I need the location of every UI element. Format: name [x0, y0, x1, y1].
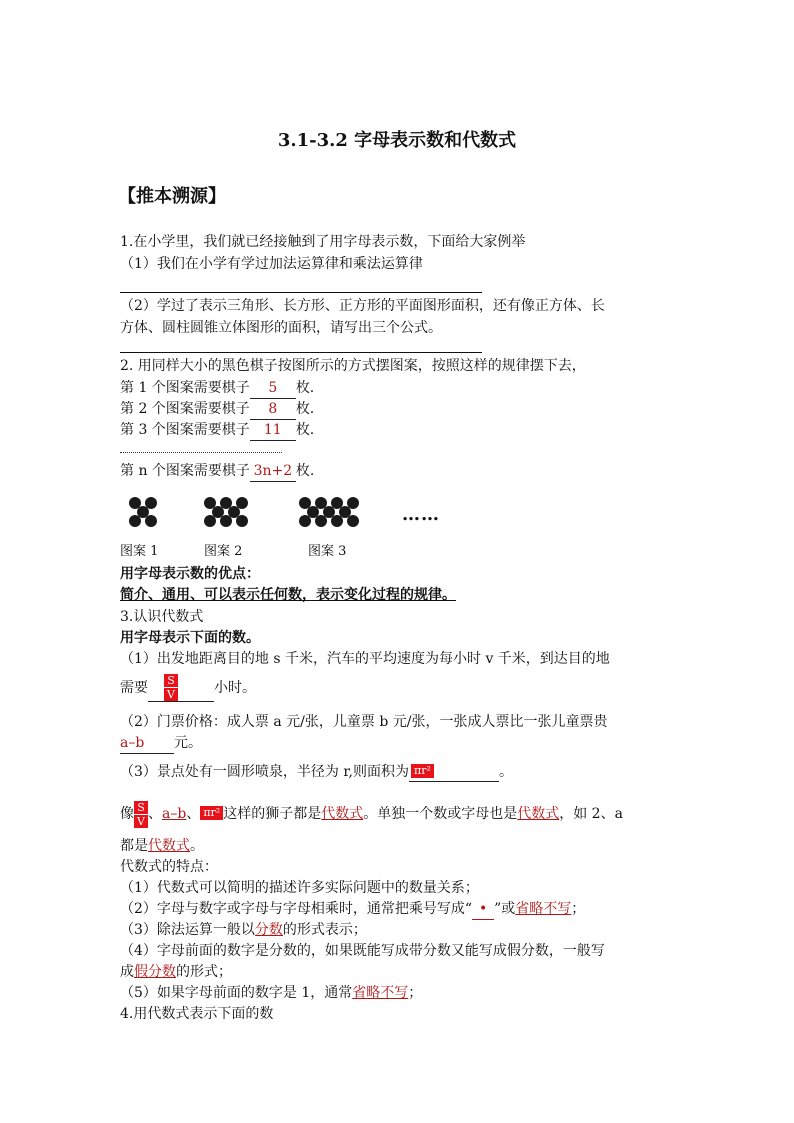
q3-p2a: （2）门票价格：成人票 a 元/张，儿童票 b 元/张，一张成人票比一张儿童票贵: [120, 714, 608, 730]
feature-4a: （4）字母前面的数字是分数的，如果既能写成带分数又能写成假分数，一般写: [120, 943, 605, 959]
row-prefix: 第 n 个图案需要棋子: [120, 463, 250, 479]
pi-r-squared: πr²: [200, 806, 223, 820]
answer-blank: a–b: [120, 733, 174, 754]
q4-heading: 4.用代数式表示下面的数: [120, 1006, 274, 1022]
dotted-divider: [120, 452, 282, 453]
row-suffix: 枚.: [295, 401, 315, 417]
pattern-ellipsis: ……: [402, 504, 440, 525]
row-suffix: 枚.: [295, 422, 315, 438]
page-title: 3.1-3.2 字母表示数和代数式: [277, 130, 517, 151]
q3-p1a: （1）出发地距离目的地 s 千米，汽车的平均速度为每小时 v 千米，到达目的地: [120, 651, 610, 667]
piece-dot: [315, 515, 327, 527]
q1-intro: 1.在小学里，我们就已经接触到了用字母表示数，下面给大家例举: [120, 234, 526, 250]
row-suffix: 枚.: [295, 380, 315, 396]
prefix: （3）景点处有一圆形喷泉，半径为 r,则面积为: [120, 764, 409, 780]
advantages-heading: 用字母表示数的优点：: [120, 566, 260, 582]
q3-like: 像 $\frac{S}{V}$、a–b、 πr² 这样的狮子都是代数式。单独一个数或字母也是代数式，如 2、a: [120, 800, 623, 828]
piece-dot: [220, 515, 232, 527]
caption-2: 图案 2: [204, 544, 243, 559]
answer-blank: [148, 674, 214, 702]
feature-1: （1）代数式可以简明的描述许多实际问题中的数量关系；: [120, 880, 479, 896]
piece-dot: [236, 515, 248, 527]
q3-heading: 3.认识代数式: [120, 609, 204, 625]
feature-5: （5）如果字母前面的数字是 1，通常省略不写；: [120, 985, 423, 1001]
q2-intro: 2. 用同样大小的黑色棋子按图所示的方式摆图案，按照这样的规律摆下去，: [120, 358, 586, 374]
q2-row-2: [120, 399, 314, 420]
piece-dot: [204, 515, 216, 527]
q2-row-1: [120, 378, 314, 399]
answer-blank: 5: [250, 378, 296, 399]
caption-1: 图案 1: [120, 544, 159, 559]
feature-2: （2）字母与数字或字母与字母相乘时，通常把乘号写成“ • ”或省略不写；: [120, 899, 585, 920]
q3-p1b: [120, 670, 256, 706]
answer-line-2: [120, 352, 482, 353]
q3-like2: 都是代数式。: [120, 838, 204, 854]
suffix: 小时。: [214, 680, 256, 696]
q3-p2b: [120, 733, 202, 754]
suffix: 。: [498, 764, 513, 780]
q2-row-3: [120, 420, 314, 441]
answer-blank: 3n+2: [250, 461, 296, 482]
piece-dot: [347, 515, 359, 527]
prefix: 需要: [120, 680, 148, 696]
feature-3: （3）除法运算一般以分数的形式表示；: [120, 922, 367, 938]
answer-blank: [409, 763, 499, 782]
q1-p1: （1）我们在小学有学过加法运算律和乘法运算律: [120, 256, 423, 272]
answer-blank: 11: [250, 420, 296, 441]
q1-p2b: 方体、圆柱圆锥立体图形的面积，请写出三个公式。: [120, 320, 442, 336]
answer-line-1: [120, 292, 482, 293]
q3-p3: [120, 762, 513, 782]
fraction-s-over-v: $\frac{S}{V}$: [164, 674, 178, 701]
piece-dot: [299, 515, 311, 527]
piece-dot: [331, 515, 343, 527]
piece-dot: [129, 515, 141, 527]
feature-4b: 成假分数的形式；: [120, 964, 232, 980]
row-prefix: 第 3 个图案需要棋子: [120, 422, 250, 438]
section-heading: 【推本溯源】: [118, 186, 226, 207]
q3-subheading: 用字母表示下面的数。: [120, 630, 260, 646]
q1-p2a: （2）学过了表示三角形、长方形、正方形的平面图形面积，还有像正方体、长: [120, 298, 605, 314]
row-prefix: 第 1 个图案需要棋子: [120, 380, 250, 396]
advantages-text: 简介、通用、可以表示任何数，表示变化过程的规律。: [120, 587, 456, 603]
fraction-s-over-v: $\frac{S}{V}$: [134, 801, 148, 828]
q2-row-n: [120, 461, 314, 482]
caption-3: 图案 3: [308, 544, 347, 559]
pi-r-squared: πr²: [411, 764, 434, 778]
answer-blank: 8: [250, 399, 296, 420]
piece-dot: [145, 515, 157, 527]
suffix: 元。: [174, 735, 202, 751]
row-suffix: 枚.: [295, 463, 315, 479]
row-prefix: 第 2 个图案需要棋子: [120, 401, 250, 417]
features-heading: 代数式的特点：: [120, 859, 218, 875]
